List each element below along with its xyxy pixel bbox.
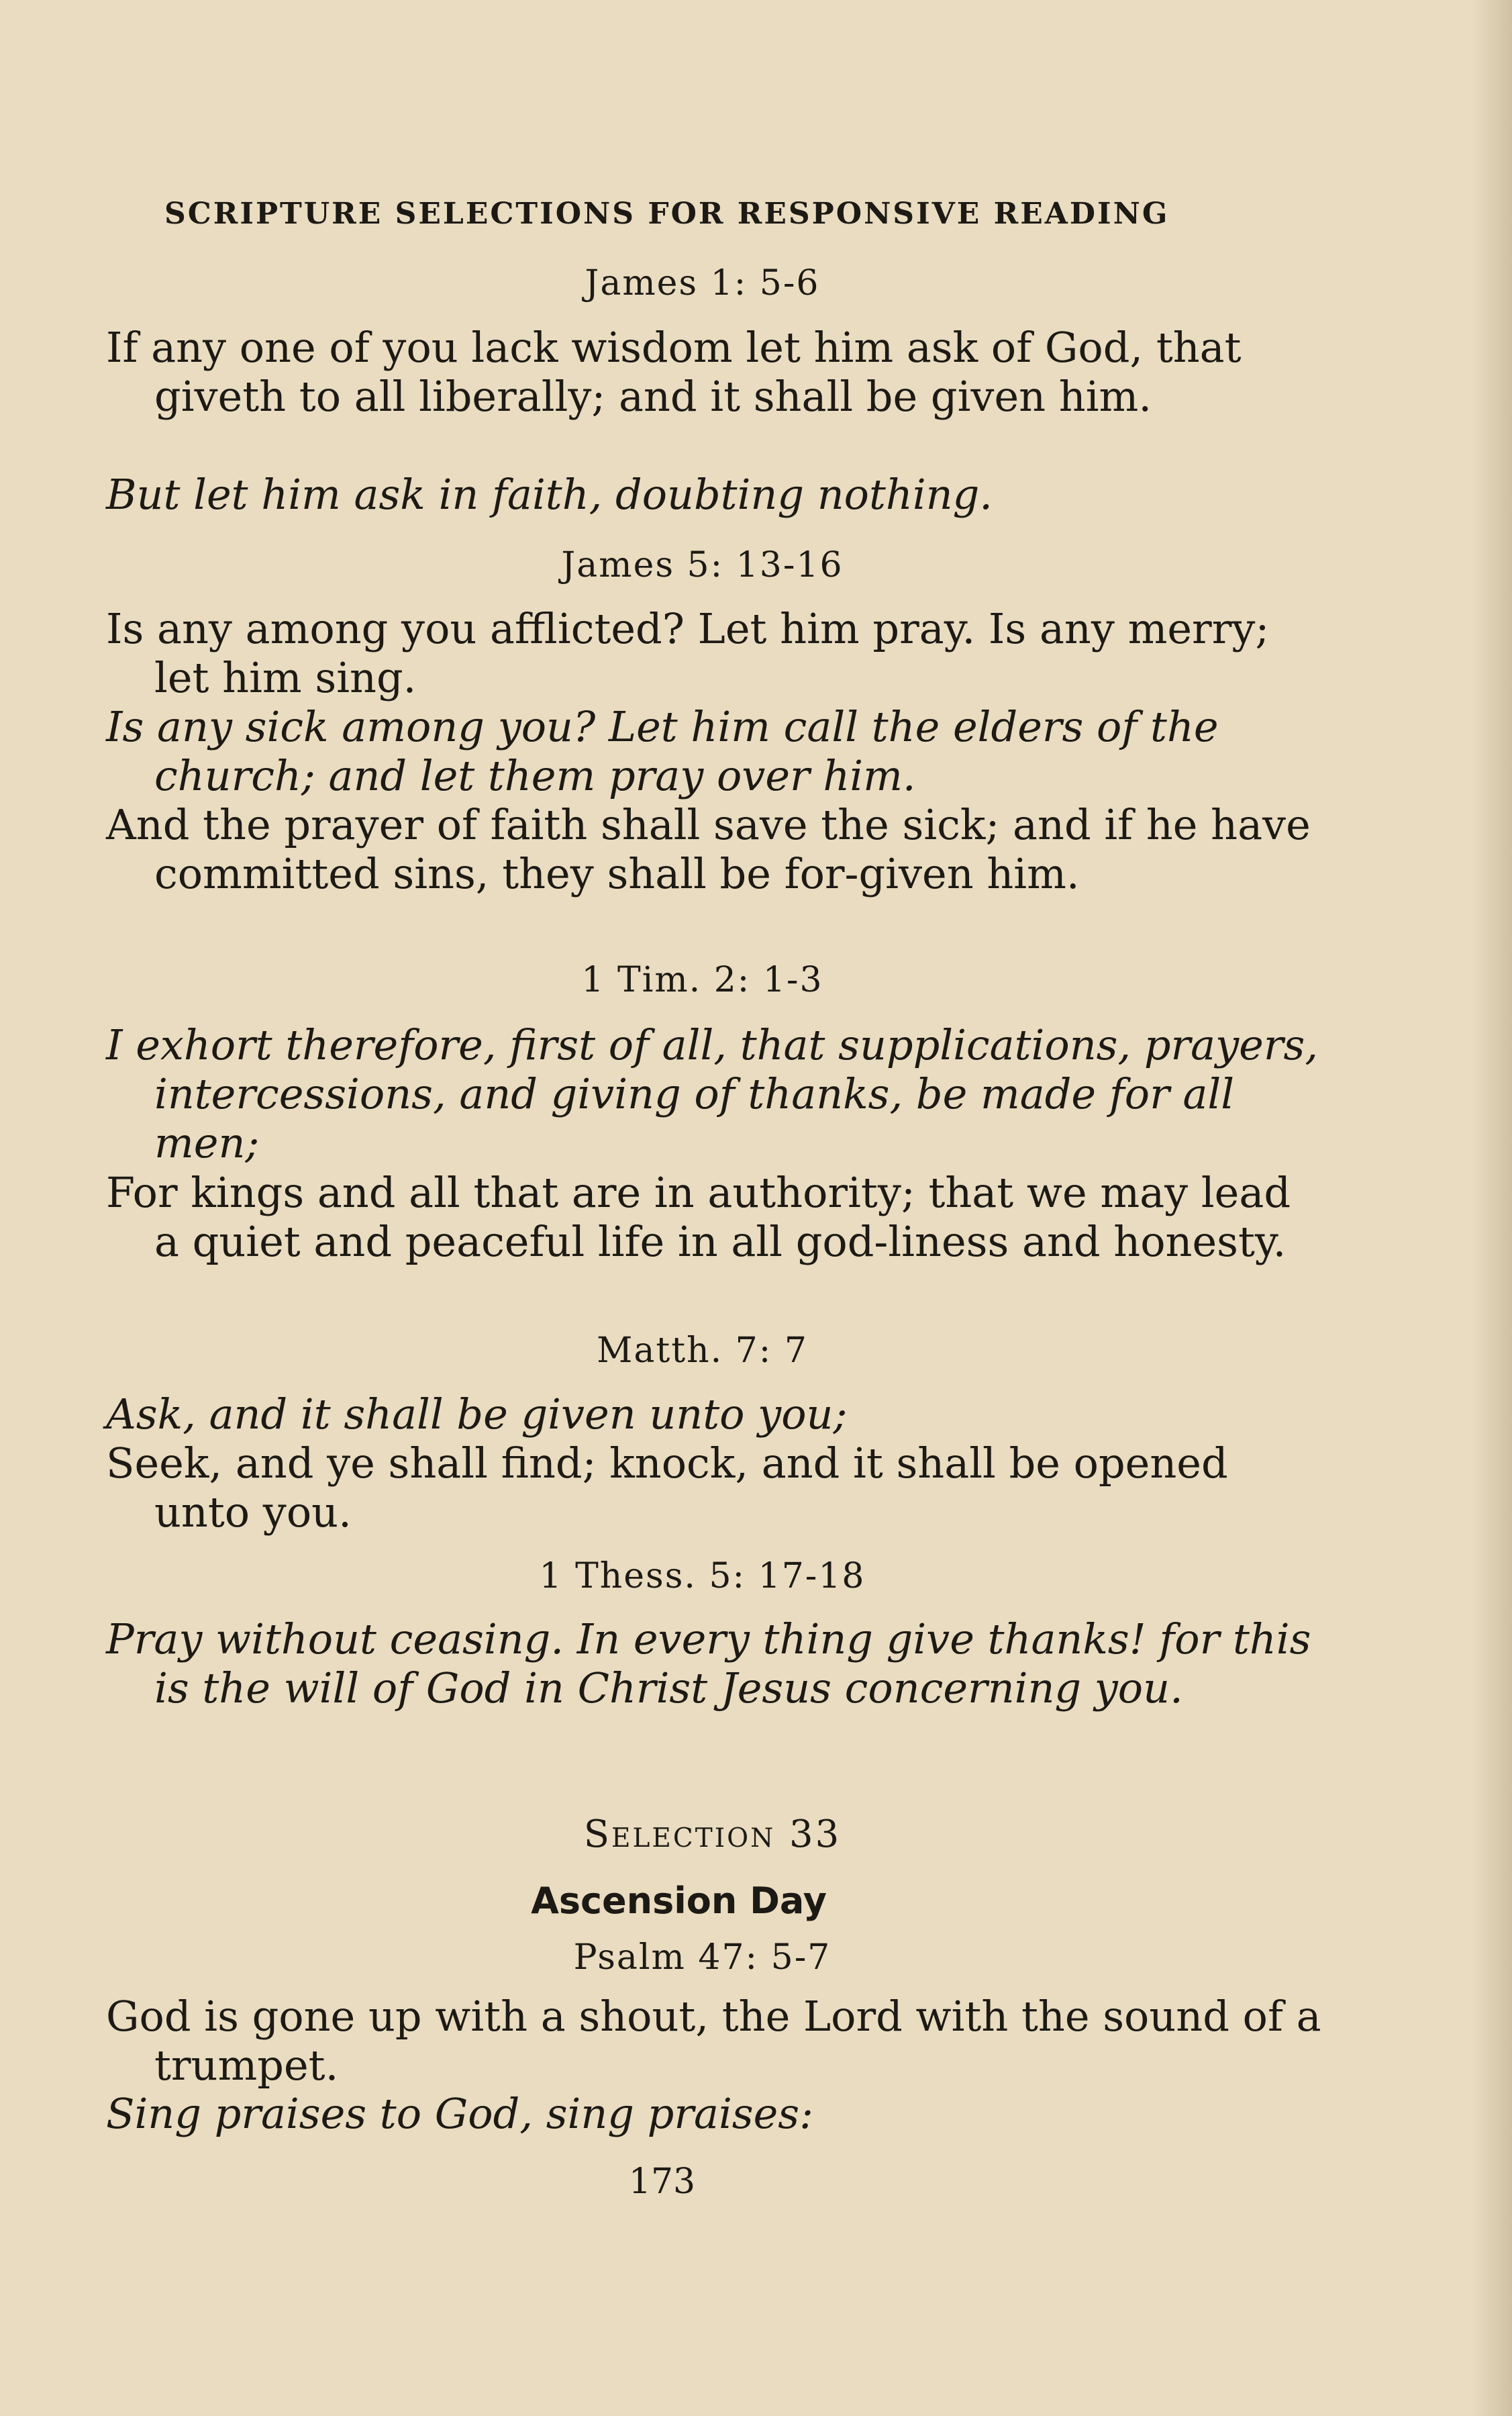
verse: If any one of you lack wisdom let him ask of God, that giveth to all liberally; and it shall be given him. [106, 323, 1242, 421]
selection-subtitle: Ascension Day [531, 1880, 827, 1922]
verse: God is gone up with a shout, the Lord with the sound of a trumpet. [106, 1992, 1321, 2090]
verse: Is any sick among you? Let him call the elders of the church; and let them pray over him. [106, 702, 1219, 800]
verse: Is any among you afflicted? Let him pray. Is any merry; let him sing. [106, 604, 1270, 702]
running-header: SCRIPTURE SELECTIONS FOR RESPONSIVE READING [164, 197, 1170, 231]
page-edge-shadow [1472, 0, 1512, 2416]
verse: But let him ask in faith, doubting nothing. [106, 470, 993, 519]
page-number: 173 [628, 2162, 696, 2202]
passage-reference: 1 Tim. 2: 1-3 [581, 960, 823, 1000]
verse: Ask, and it shall be given unto you; [106, 1390, 848, 1439]
passage-reference: 1 Thess. 5: 17-18 [539, 1556, 866, 1596]
passage-reference: James 5: 13-16 [561, 545, 844, 585]
verse: For kings and all that are in authority; that we may lead a quiet and peaceful life in all god-liness and honesty. [106, 1168, 1291, 1266]
verse: Sing praises to God, sing praises: [106, 2089, 813, 2138]
verse: Pray without ceasing. In every thing give thanks! for this is the will of God in Christ Jesus concerning you. [106, 1614, 1311, 1712]
verse: And the prayer of faith shall save the sick; and if he have committed sins, they shall be for-given him. [106, 800, 1311, 898]
passage-reference: Matth. 7: 7 [597, 1331, 808, 1371]
verse: Seek, and ye shall find; knock, and it shall be opened unto you. [106, 1439, 1228, 1537]
passage-reference: James 1: 5-6 [585, 263, 820, 303]
verse: I exhort therefore, first of all, that supplications, prayers, intercessions, and giving of thanks, be made for all men; [106, 1020, 1319, 1167]
passage-reference: Psalm 47: 5-7 [573, 1937, 831, 1978]
selection-title: Selection 33 [583, 1813, 842, 1856]
